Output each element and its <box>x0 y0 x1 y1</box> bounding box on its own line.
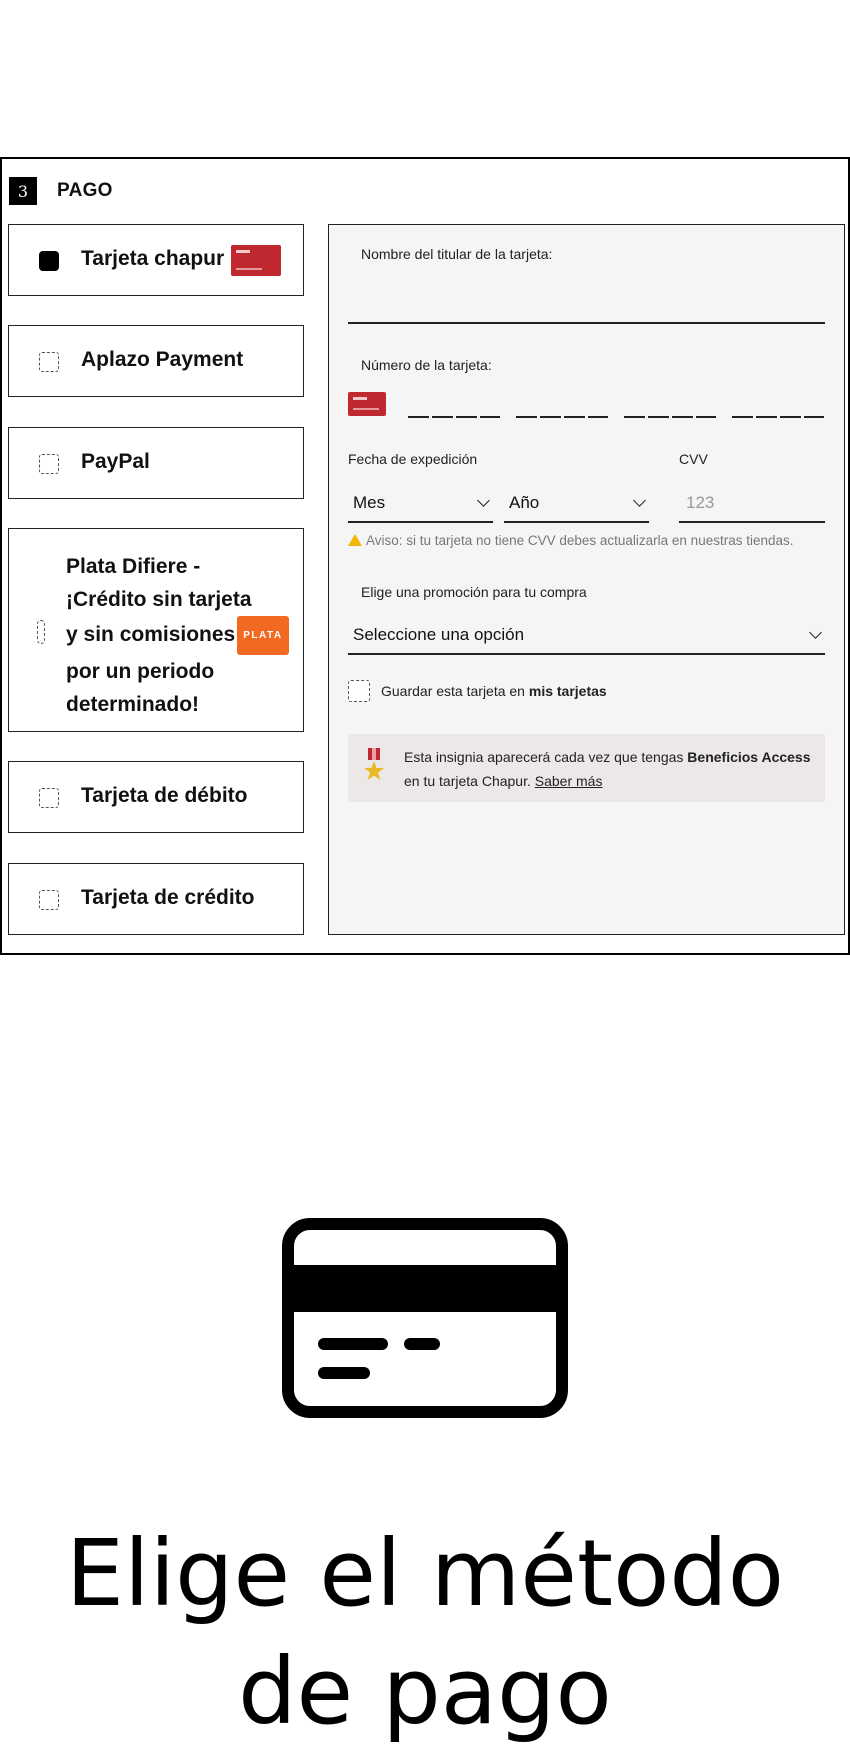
holder-name-input[interactable] <box>348 322 825 324</box>
credit-card-icon <box>282 1218 568 1418</box>
expiry-label: Fecha de expedición <box>348 451 478 467</box>
cvv-label: CVV <box>679 451 708 467</box>
cvv-warning: Aviso: si tu tarjeta no tiene CVV debes actualizarla en nuestras tiendas. <box>348 533 794 548</box>
card-number-group-2[interactable] <box>516 416 608 418</box>
option-checkbox[interactable] <box>39 352 59 372</box>
option-label: Tarjeta chapur <box>81 247 225 270</box>
card-number-label: Número de la tarjeta: <box>361 357 492 373</box>
option-label: Tarjeta de débito <box>81 784 248 807</box>
saber-mas-link[interactable]: Saber más <box>534 773 603 789</box>
card-form <box>328 224 845 935</box>
cvv-placeholder: 123 <box>686 493 715 512</box>
option-tarjeta-credito[interactable] <box>8 863 304 935</box>
save-card-label[interactable]: Guardar esta tarjeta en mis tarjetas <box>381 683 607 699</box>
save-card-checkbox[interactable] <box>348 680 370 702</box>
option-checkbox[interactable] <box>37 620 45 644</box>
year-select-value: Año <box>509 493 540 512</box>
option-checkbox-checked[interactable] <box>39 251 59 271</box>
step-number-badge: 3 <box>9 177 37 205</box>
option-tarjeta-debito[interactable] <box>8 761 304 833</box>
access-benefits-text: Esta insignia aparecerá cada vez que tengas Beneficios Access en tu tarjeta Chapur. Saber más <box>404 749 811 789</box>
plata-logo-badge: PLATA <box>237 616 288 655</box>
option-checkbox[interactable] <box>39 454 59 474</box>
option-label: Plata Difiere - ¡Crédito sin tarjeta y sin comisiones PLATA por un periodo determinado! <box>66 550 289 721</box>
chapur-card-icon <box>231 245 281 276</box>
option-label: Tarjeta de crédito <box>81 886 255 909</box>
month-select-value: Mes <box>353 493 386 512</box>
promo-label: Elige una promoción para tu compra <box>361 584 587 600</box>
option-aplazo-payment[interactable] <box>8 325 304 397</box>
option-checkbox[interactable] <box>39 788 59 808</box>
holder-name-label: Nombre del titular de la tarjeta: <box>361 246 553 262</box>
cvv-underline <box>679 521 825 523</box>
step-title: PAGO <box>57 180 113 201</box>
medal-icon <box>364 748 384 788</box>
card-number-group-3[interactable] <box>624 416 716 418</box>
access-benefits-notice <box>348 734 825 802</box>
option-tarjeta-chapur[interactable] <box>8 224 304 296</box>
caption-heading: Elige el método de pago <box>65 1520 785 1745</box>
year-select-underline <box>504 521 649 523</box>
card-number-group-4[interactable] <box>732 416 824 418</box>
option-label: Aplazo Payment <box>81 348 244 371</box>
option-paypal[interactable] <box>8 427 304 499</box>
card-number-group-1[interactable] <box>408 416 500 418</box>
option-checkbox[interactable] <box>39 890 59 910</box>
warning-icon <box>348 534 362 546</box>
option-label: PayPal <box>81 450 150 473</box>
month-select-underline <box>348 521 493 523</box>
option-plata-difiere[interactable] <box>8 528 304 732</box>
promo-select-value: Seleccione una opción <box>353 625 525 644</box>
card-number-card-icon <box>348 392 386 416</box>
promo-select-underline <box>348 653 825 655</box>
